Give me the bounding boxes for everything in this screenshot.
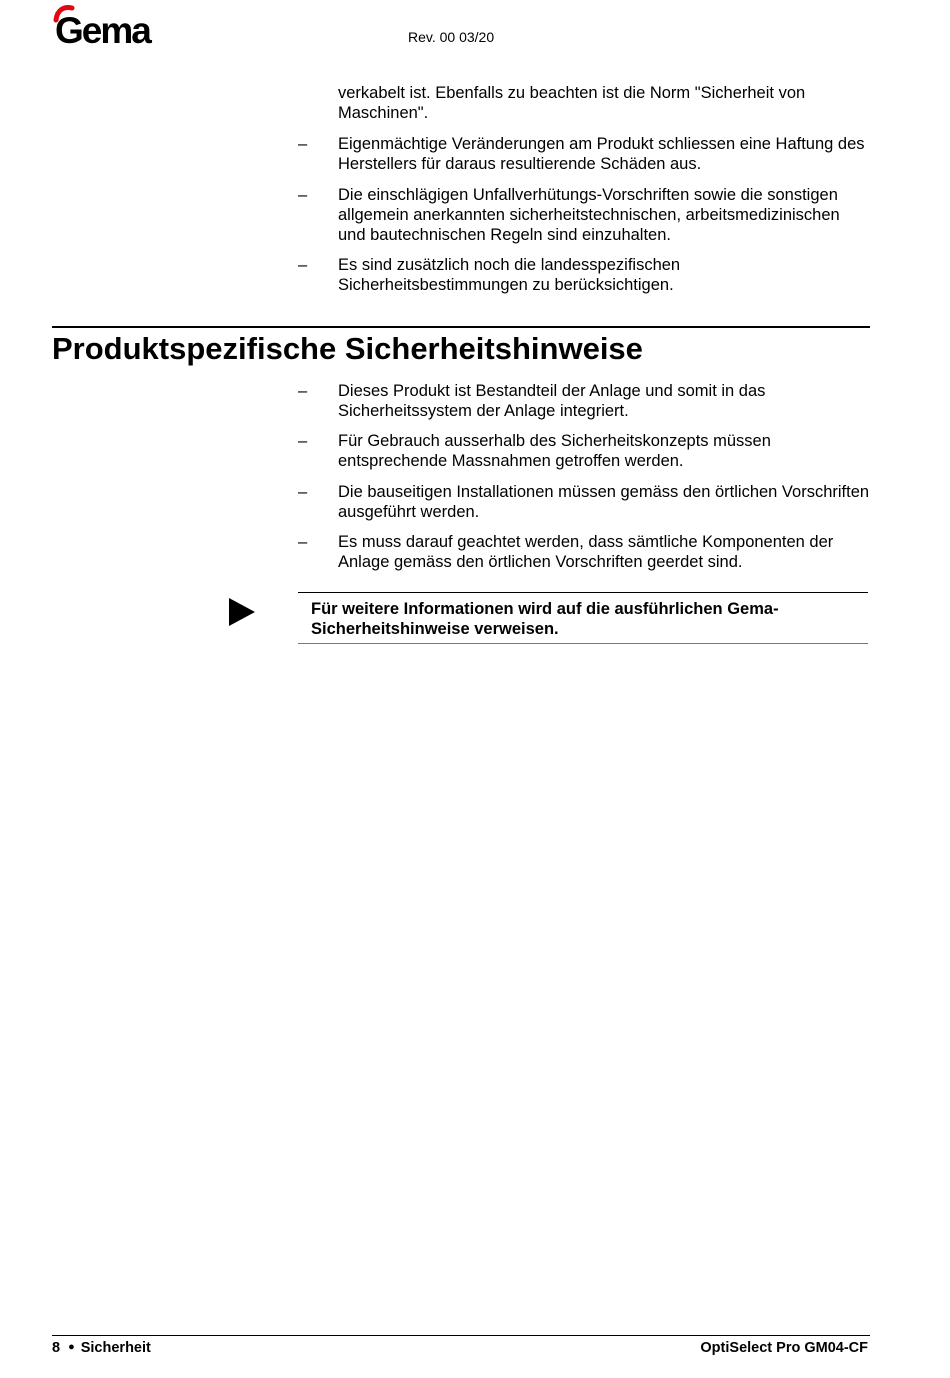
footer-divider bbox=[52, 1335, 870, 1336]
bullet-icon: ● bbox=[68, 1341, 75, 1353]
revision-label: Rev. 00 03/20 bbox=[408, 29, 495, 45]
list-item-text: Dieses Produkt ist Bestandteil der Anlage und somit in das Sicherheitssystem der Anlage integriert. bbox=[338, 382, 766, 420]
page-number: 8 bbox=[52, 1340, 61, 1356]
continuation-paragraph: verkabelt ist. Ebenfalls zu beachten ist die Norm "Sicherheit von Maschinen". bbox=[338, 84, 806, 122]
list-item-text: Es muss darauf geachtet werden, dass sämtliche Komponenten der Anlage gemäss den örtlichen Vorschriften geerdet sind. bbox=[338, 533, 834, 571]
gema-logo-graphic bbox=[52, 4, 164, 48]
list-item-text: Es sind zusätzlich noch die landesspezifischen Sicherheitsbestimmungen zu berücksichtigen. bbox=[338, 256, 681, 294]
list-item-text: Die bauseitigen Installationen müssen gemäss den örtlichen Vorschriften ausgeführt werden. bbox=[338, 483, 870, 521]
footer-left bbox=[52, 1340, 151, 1356]
list-dash: – bbox=[298, 533, 308, 551]
info-note bbox=[298, 592, 868, 644]
list-dash: – bbox=[298, 483, 308, 501]
note-text: Für weitere Informationen wird auf die ausführlichen Gema-Sicherheitshinweise verweisen. bbox=[311, 600, 779, 638]
list-item-text: Die einschlägigen Unfallverhütungs-Vorschriften sowie die sonstigen allgemein anerkannten sicherheitstechnischen, arbeitsmedizinischen und bautechnischen Regeln sind einzuhalten. bbox=[338, 186, 840, 244]
gema-logo bbox=[52, 4, 164, 48]
list-dash: – bbox=[298, 186, 308, 204]
logo-text: Gema bbox=[55, 10, 150, 48]
product-name: OptiSelect Pro GM04-CF bbox=[700, 1340, 868, 1356]
list-dash: – bbox=[298, 382, 308, 400]
list-dash: – bbox=[298, 135, 308, 153]
list-item-text: Eigenmächtige Veränderungen am Produkt schliessen eine Haftung des Herstellers für daraus resultierende Schäden aus. bbox=[338, 135, 865, 173]
list-dash: – bbox=[298, 432, 308, 450]
list-item-text: Für Gebrauch ausserhalb des Sicherheitskonzepts müssen entsprechende Massnahmen getroffen werden. bbox=[338, 432, 771, 470]
chapter-name: Sicherheit bbox=[80, 1340, 151, 1356]
section-divider bbox=[52, 326, 870, 328]
section-title: Produktspezifische Sicherheitshinweise bbox=[52, 331, 643, 366]
play-arrow-icon bbox=[228, 598, 256, 626]
list-dash: – bbox=[298, 256, 308, 274]
